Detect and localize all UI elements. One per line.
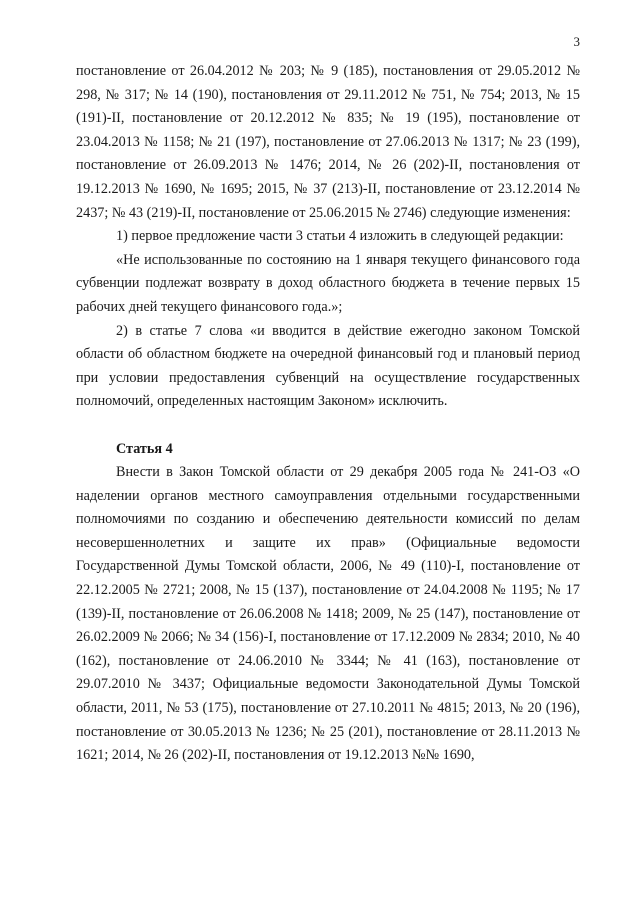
paragraph-item-1: 1) первое предложение части 3 статьи 4 изложить в следующей редакции: xyxy=(116,228,564,245)
paragraph-amendment-sources: постановление от 26.04.2012 № 203; № 9 (185), постановления от 29.05.2012 № 298, № 317; № 14 (190), постановления от 29.11.2012 № 751, № 754; 2013, № 15 (191)-II, постановление от 20.12.2012 № 835; № 19 (195), постановление от 23.04.2013 № 1158; № 21 (197), постановление от 27.06.2013 № 1317; № 23 (199), постановление от 26.09.2013 № 1476; 2014, № 26 (202)-II, постановления от 19.12.2013 № 1690, № 1695; 2015, № 37 (213)-II, постановление от 23.12.2014 № 2437; № 43 (219)-II, постановление от 25.06.2015 № 2746) следующие изменения: xyxy=(76,63,580,221)
paragraph-article-4-body: Внести в Закон Томской области от 29 декабря 2005 года № 241-ОЗ «О наделении органов местного самоуправления отдельными государственными полномочиями по созданию и обеспечению деятельности комиссий по делам несовершеннолетних и защите их прав» (Официальные ведомости Государственной Думы Томской области, 2006, № 49 (110)-I, постановление от 22.12.2005 № 2721; 2008, № 15 (137), постановление от 24.04.2008 № 1195; № 17 (139)-II, постановление от 26.06.2008 № 1418; 2009, № 25 (147), постановление от 26.02.2009 № 2066; № 34 (156)-I, постановление от 17.12.2009 № 2834; 2010, № 40 (162), постановление от 24.06.2010 № 3344; № 41 (163), постановление от 29.07.2010 № 3437; Официальные ведомости Законодательной Думы Томской области, 2011, № 53 (175), постановление от 27.10.2011 № 4815; 2013, № 20 (196), постановление от 30.05.2013 № 1236; № 25 (201), постановление от 28.11.2013 № 1621; 2014, № 26 (202)-II, постановления от 19.12.2013 №№ 1690, xyxy=(76,464,580,764)
document-body xyxy=(76,60,580,768)
paragraph-item-2: 2) в статье 7 слова «и вводится в действие ежегодно законом Томской области об областном бюджете на очередной финансовый год и плановый период при условии предоставления субвенций на осуществление государственных полномочий, определенных настоящим Законом» исключить. xyxy=(76,322,580,410)
article-heading: Статья 4 xyxy=(116,440,173,457)
paragraph-quoted-text: «Не использованные по состоянию на 1 января текущего финансового года субвенции подлежат возврату в доход областного бюджета в течение первых 15 рабочих дней текущего финансового года.»; xyxy=(76,251,580,315)
page-number: 3 xyxy=(573,34,580,49)
